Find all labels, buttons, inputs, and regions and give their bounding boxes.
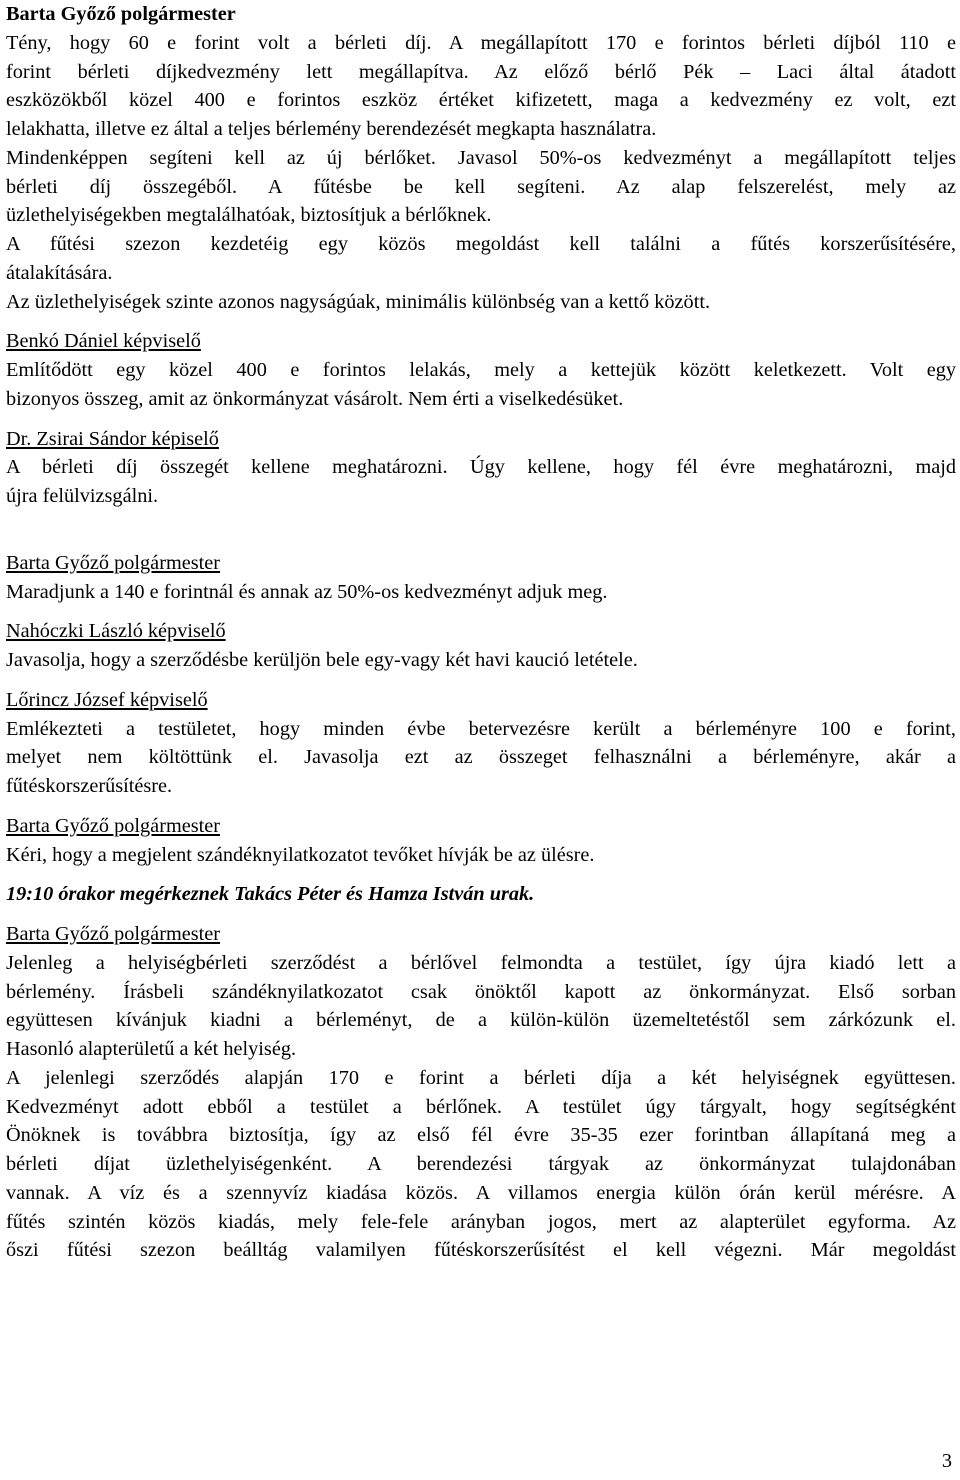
speaker-name-bold: Barta Győző polgármester bbox=[6, 3, 236, 25]
speech-block bbox=[6, 327, 956, 413]
speaker-name: Lőrincz József képviselő bbox=[6, 688, 208, 711]
text-line: újra felülvizsgálni. bbox=[6, 485, 159, 507]
text-line: melyet nem költöttünk el. Javasolja ezt az összeget felhasználni a bérleményre, akár a bbox=[6, 746, 956, 769]
speaker-name: Barta Győző polgármester bbox=[6, 814, 221, 837]
text-line: Jelenleg a helyiségbérleti szerződést a bérlővel felmondta a testület, így újra kiadó lett a bbox=[6, 951, 956, 974]
arrival-note: 19:10 órakor megérkeznek Takács Péter és Hamza István urak. bbox=[6, 883, 535, 906]
text-line: Kéri, hogy a megjelent szándéknyilatkozatot tevőket hívják be az ülésre. bbox=[6, 843, 595, 866]
speech-block bbox=[6, 920, 956, 1265]
text-line: őszi fűtési szezon beálltág valamilyen fűtéskorszerűsítést el kell végezni. Már megoldást bbox=[6, 1239, 956, 1262]
text-line: Javasolja, hogy a szerződésbe kerüljön bele egy-vagy két havi kaució letétele. bbox=[6, 649, 638, 671]
speaker-name: Barta Győző polgármester bbox=[6, 923, 221, 945]
speech-block bbox=[6, 0, 956, 316]
text-line: fűtés szintén közös kiadás, mely fele-fele arányban jogos, mert az alapterület egyforma. Az bbox=[6, 1210, 956, 1233]
text-line: üzlethelyiségekben megtalálhatóak, biztosítjuk a bérlőknek. bbox=[6, 204, 492, 227]
speaker-name: Barta Győző polgármester bbox=[6, 551, 221, 574]
text-line: A fűtési szezon kezdetéig egy közös megoldást kell találni a fűtés korszerűsítésére, bbox=[6, 233, 956, 255]
text-line: bérleti díjat üzlethelyiségenként. A berendezési tárgyak az önkormányzat tulajdonában bbox=[6, 1153, 956, 1175]
speech-block bbox=[6, 425, 956, 511]
text-line: Mindenképpen segíteni kell az új bérlőket. Javasol 50%-os kedvezményt a megállapított teljes bbox=[6, 146, 956, 169]
text-line: bizonyos összeg, amit az önkormányzat vásárolt. Nem érti a viselkedésüket. bbox=[6, 387, 624, 410]
text-line: fűtéskorszerűsítésre. bbox=[6, 775, 173, 797]
speech-block bbox=[6, 617, 956, 675]
text-line: Hasonló alapterületű a két helyiség. bbox=[6, 1038, 297, 1060]
speech-block bbox=[6, 812, 956, 870]
document-page bbox=[6, 0, 956, 1265]
text-line: Kedvezményt adott ebből a testület a bérlőnek. A testület úgy tárgyalt, hogy segítségként bbox=[6, 1095, 956, 1118]
speech-block bbox=[6, 549, 956, 607]
text-line: Az üzlethelyiségek szinte azonos nagyságúak, minimális különbség van a kettő között. bbox=[6, 290, 711, 313]
speaker-name: Benkó Dániel képviselő bbox=[6, 330, 201, 353]
text-line: lelakhatta, illetve ez által a teljes bérlemény berendezését megkapta használatra. bbox=[6, 118, 657, 140]
speech-block bbox=[6, 686, 956, 801]
text-line: Önöknek is továbbra biztosítja, így az első fél évre 35-35 ezer forintban állapítaná meg a bbox=[6, 1124, 956, 1147]
text-line: eszközökből közel 400 e forintos eszköz értéket kifizetett, maga a kedvezmény ez volt, ezt bbox=[6, 89, 956, 112]
text-line: forint bérleti díjkedvezmény lett megállapítva. Az előző bérlő Pék – Laci által átadott bbox=[6, 60, 956, 83]
text-line: Emlékezteti a testületet, hogy minden évbe betervezésre került a bérleményre 100 e forint, bbox=[6, 717, 956, 740]
text-line: Említődött egy közel 400 e forintos lelakás, mely a kettejük között keletkezett. Volt egy bbox=[6, 359, 956, 381]
text-line: átalakítására. bbox=[6, 261, 113, 284]
text-line: bérlemény. Írásbeli szándéknyilatkozatot csak önöktől kapott az önkormányzat. Első sorban bbox=[6, 980, 956, 1003]
text-line: A jelenlegi szerződés alapján 170 e forint a bérleti díja a két helyiségnek együttesen. bbox=[6, 1066, 956, 1089]
text-line: együttesen kívánjuk kiadni a bérleményt, de a külön-külön üzemeltetéstől sem zárkózunk el. bbox=[6, 1009, 956, 1032]
text-line: bérleti díj összegéből. A fűtésbe be kell segíteni. Az alap felszerelést, mely az bbox=[6, 175, 956, 198]
text-line: A bérleti díj összegét kellene meghatározni. Úgy kellene, hogy fél évre meghatározni, majd bbox=[6, 456, 956, 479]
speaker-name: Nahóczki László képviselő bbox=[6, 620, 226, 643]
text-line: Maradjunk a 140 e forintnál és annak az 50%-os kedvezményt adjuk meg. bbox=[6, 580, 608, 603]
text-line: vannak. A víz és a szennyvíz kiadása közös. A villamos energia külön órán kerül mérésre. A bbox=[6, 1181, 956, 1204]
speaker-name: Dr. Zsirai Sándor képiselő bbox=[6, 427, 219, 450]
page-number: 3 bbox=[941, 1450, 952, 1472]
text-line: Tény, hogy 60 e forint volt a bérleti díj. A megállapított 170 e forintos bérleti díjból 110 e bbox=[6, 31, 956, 54]
